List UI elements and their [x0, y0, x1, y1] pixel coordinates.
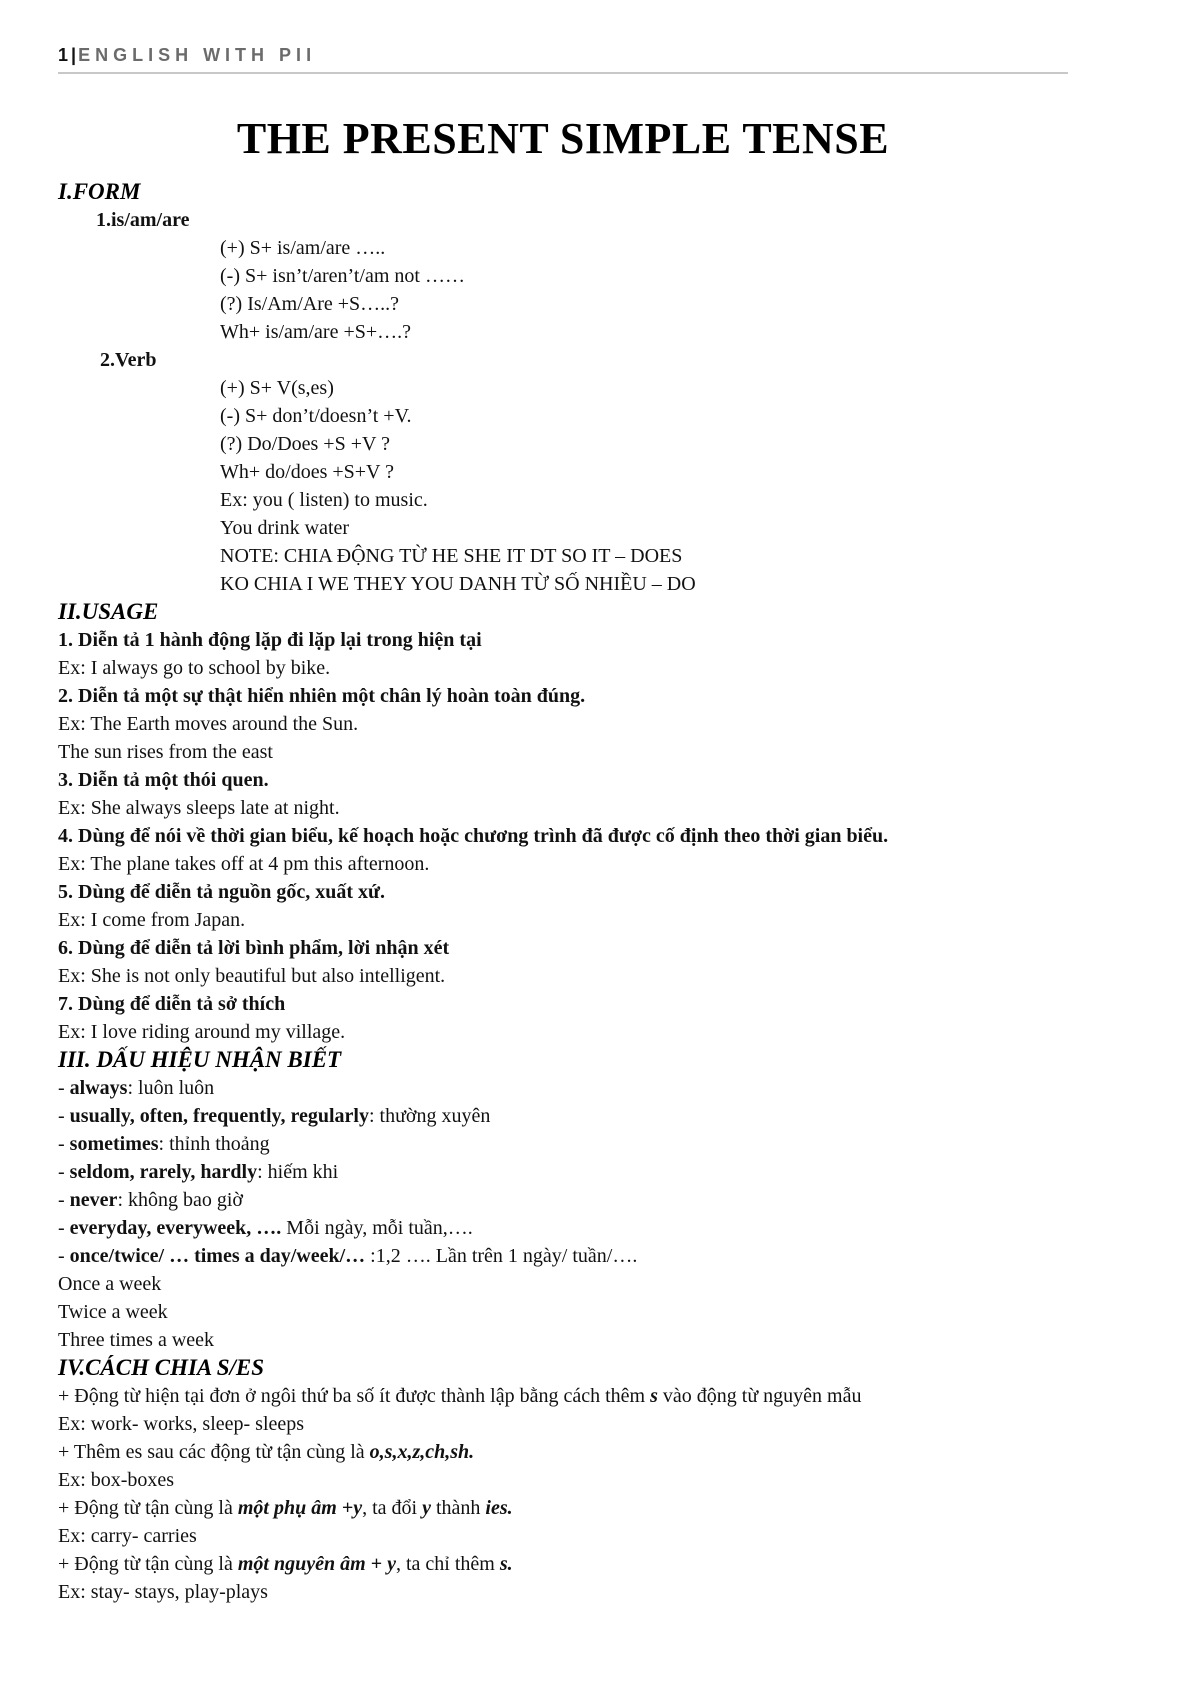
document-page: [58, 42, 1068, 1606]
sign-keyword: seldom, rarely, hardly: [69, 1161, 258, 1183]
usage-example: Ex: I love riding around my village.: [58, 1021, 346, 1043]
form-line: Wh+ is/am/are +S+….?: [220, 321, 412, 343]
ses-example: Ex: carry- carries: [58, 1525, 197, 1547]
rule-text: thành: [430, 1497, 486, 1519]
usage-example: Ex: The Earth moves around the Sun.: [58, 713, 359, 735]
usage-item-heading: 3. Diễn tả một thói quen.: [58, 769, 269, 791]
ses-example: Ex: box-boxes: [58, 1469, 175, 1491]
ses-rule: [58, 1438, 1068, 1466]
rule-emphasis: s.: [499, 1553, 513, 1575]
form-line: Wh+ do/does +S+V ?: [220, 461, 395, 483]
sign-dash: -: [58, 1077, 70, 1099]
form-line: (+) S+ is/am/are …..: [220, 237, 386, 259]
usage-item-heading: 2. Diễn tả một sự thật hiển nhiên một chân lý hoàn toàn đúng.: [58, 685, 586, 707]
ses-example: Ex: stay- stays, play-plays: [58, 1581, 268, 1603]
sign-dash: -: [58, 1161, 70, 1183]
form-part2-heading: 2.Verb: [100, 349, 157, 371]
rule-text: + Động từ tận cùng là: [58, 1497, 238, 1519]
sign-keyword: usually, often, frequently, regularly: [69, 1105, 369, 1127]
form-line: (?) Is/Am/Are +S…..?: [220, 293, 400, 315]
rule-emphasis: s: [650, 1385, 658, 1407]
form-line: (?) Do/Does +S +V ?: [220, 433, 390, 455]
sign-meaning: :1,2 …. Lần trên 1 ngày/ tuần/….: [365, 1245, 638, 1267]
form-line: Ex: you ( listen) to music.: [220, 489, 428, 511]
sign-item: [58, 1074, 1068, 1102]
sign-keyword: sometimes: [69, 1133, 159, 1155]
usage-example: Ex: I come from Japan.: [58, 909, 246, 931]
ses-rule: [58, 1550, 1068, 1578]
sign-meaning: : không bao giờ: [117, 1189, 244, 1211]
section-usage-heading: II.USAGE: [58, 599, 159, 624]
sign-item: [58, 1130, 1068, 1158]
usage-item-heading: 4. Dùng để nói về thời gian biểu, kế hoạch hoặc chương trình đã được cố định theo thời gian biểu.: [58, 825, 889, 847]
section-signs-heading: III. DẤU HIỆU NHẬN BIẾT: [58, 1047, 342, 1072]
form-note: NOTE: CHIA ĐỘNG TỪ HE SHE IT DT SO IT – DOES: [220, 545, 683, 567]
rule-emphasis: o,s,x,z,ch,sh.: [369, 1441, 475, 1463]
sign-keyword: once/twice/ … times a day/week/…: [69, 1245, 366, 1267]
form-part1-heading: 1.is/am/are: [96, 209, 190, 231]
sign-meaning: : luôn luôn: [127, 1077, 215, 1099]
sign-item: [58, 1214, 1068, 1242]
page-number: 1: [58, 45, 70, 65]
form-line: (-) S+ don’t/doesn’t +V.: [220, 405, 412, 427]
header-separator: |: [71, 45, 77, 65]
rule-text: , ta đổi: [362, 1497, 423, 1519]
ses-rule: [58, 1494, 1068, 1522]
rule-emphasis: một phụ âm +y: [237, 1497, 363, 1519]
sign-meaning: Mỗi ngày, mỗi tuần,….: [281, 1217, 473, 1239]
rule-text: + Động từ hiện tại đơn ở ngôi thứ ba số ít được thành lập bằng cách thêm: [58, 1385, 651, 1407]
ses-example: Ex: work- works, sleep- sleeps: [58, 1413, 305, 1435]
sign-dash: -: [58, 1133, 70, 1155]
usage-item-heading: 7. Dùng để diễn tả sở thích: [58, 993, 286, 1015]
usage-example: Ex: She always sleeps late at night.: [58, 797, 340, 819]
form-line: (-) S+ isn’t/aren’t/am not ……: [220, 265, 465, 287]
rule-text: + Động từ tận cùng là: [58, 1553, 238, 1575]
sign-dash: -: [58, 1105, 70, 1127]
rule-text: , ta chỉ thêm: [395, 1553, 500, 1575]
section-form-heading: I.FORM: [58, 179, 141, 204]
usage-item-heading: 1. Diễn tả 1 hành động lặp đi lặp lại trong hiện tại: [58, 629, 482, 651]
form-line: (+) S+ V(s,es): [220, 377, 334, 399]
frequency-example: Twice a week: [58, 1301, 168, 1323]
frequency-example: Once a week: [58, 1273, 162, 1295]
section-ses-heading: IV.CÁCH CHIA S/ES: [58, 1355, 265, 1380]
rule-text: vào động từ nguyên mẫu: [657, 1385, 862, 1407]
sign-dash: -: [58, 1245, 70, 1267]
rule-emphasis: ies.: [485, 1497, 513, 1519]
document-title: THE PRESENT SIMPLE TENSE: [236, 114, 890, 163]
frequency-example: Three times a week: [58, 1329, 215, 1351]
sign-item: [58, 1102, 1068, 1130]
header-brand: ENGLISH WITH PII: [78, 45, 317, 65]
rule-emphasis: một nguyên âm + y: [237, 1553, 396, 1575]
ses-rule: [58, 1382, 1068, 1410]
sign-meaning: : thỉnh thoảng: [158, 1133, 270, 1155]
usage-example: Ex: The plane takes off at 4 pm this afternoon.: [58, 853, 430, 875]
sign-dash: -: [58, 1217, 70, 1239]
sign-item: [58, 1158, 1068, 1186]
sign-item: [58, 1186, 1068, 1214]
sign-meaning: : hiếm khi: [257, 1161, 339, 1183]
usage-example: The sun rises from the east: [58, 741, 273, 763]
page-header: [58, 42, 1068, 74]
sign-dash: -: [58, 1189, 70, 1211]
sign-keyword: never: [69, 1189, 118, 1211]
form-note: KO CHIA I WE THEY YOU DANH TỪ SỐ NHIỀU – DO: [220, 573, 696, 595]
sign-meaning: : thường xuyên: [368, 1105, 491, 1127]
usage-example: Ex: I always go to school by bike.: [58, 657, 331, 679]
usage-example: Ex: She is not only beautiful but also intelligent.: [58, 965, 446, 987]
rule-text: + Thêm es sau các động từ tận cùng là: [58, 1441, 370, 1463]
form-line: You drink water: [220, 517, 350, 539]
rule-emphasis: y: [422, 1497, 431, 1519]
usage-item-heading: 5. Dùng để diễn tả nguồn gốc, xuất xứ.: [58, 881, 386, 903]
usage-item-heading: 6. Dùng để diễn tả lời bình phẩm, lời nhận xét: [58, 937, 450, 959]
sign-keyword: always: [69, 1077, 128, 1099]
sign-keyword: everyday, everyweek, ….: [69, 1217, 282, 1239]
sign-item: [58, 1242, 1068, 1270]
